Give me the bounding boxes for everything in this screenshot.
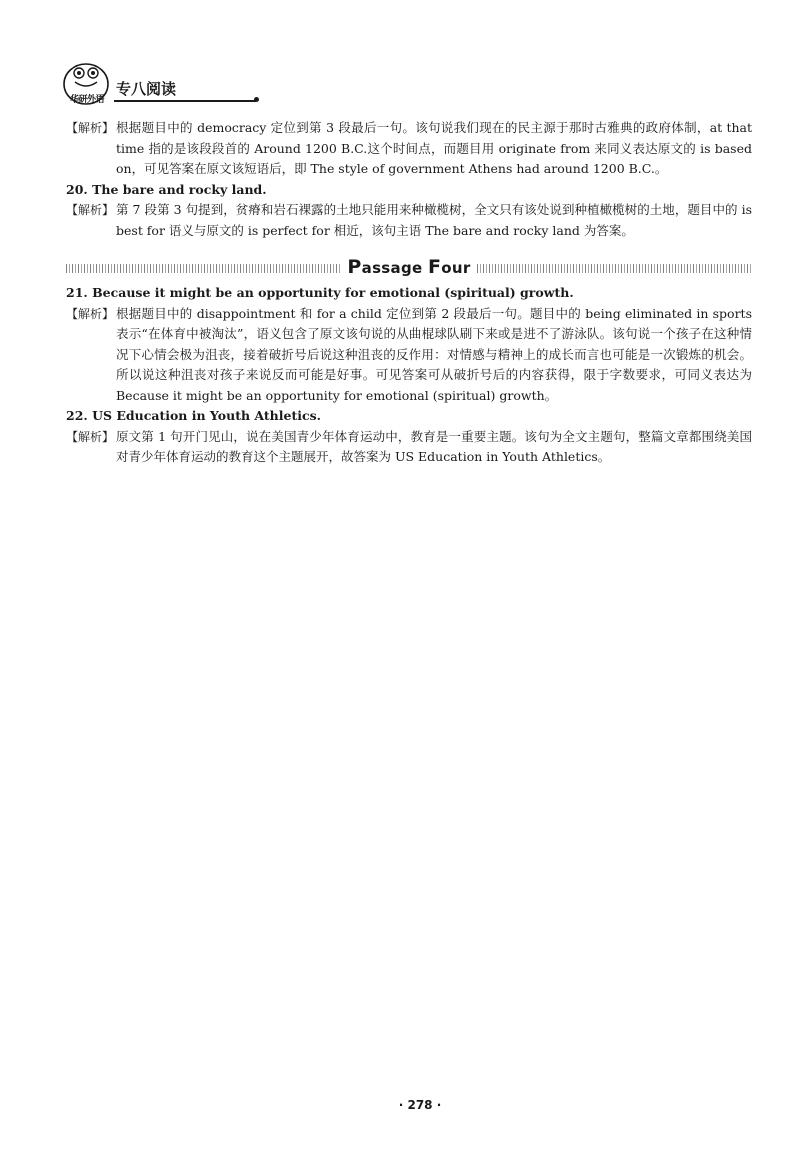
answer-22: 22. US Education in Youth Athletics. xyxy=(66,408,321,423)
analysis-22 xyxy=(66,427,752,468)
passage-banner xyxy=(66,255,752,281)
section-title: 专八阅读 xyxy=(116,80,177,98)
analysis-text: 原文第 1 句开门见山，说在美国青少年体育运动中，教育是一重要主题。该句为全文主题句，整篇文章都围绕美国对青少年体育运动的教育这个主题展开，故答案为 US Education in Youth Athletics。 xyxy=(116,428,752,464)
page-header xyxy=(62,62,202,106)
logo-text: 华研外语 xyxy=(70,95,105,105)
analysis-tag: 【解析】 xyxy=(66,429,115,444)
header-dot xyxy=(254,97,259,102)
answer-21: 21. Because it might be an opportunity for emotional (spiritual) growth. xyxy=(66,285,574,300)
analysis-20 xyxy=(66,200,752,241)
analysis-text: 根据题目中的 disappointment 和 for a child 定位到第 2 段最后一句。题目中的 being eliminated in sports 表示“在体育中被淘汰”，语义包含了原文该句说的从曲棍球队刷下来或是进不了游泳队。该句说一个孩子在这种情况下心情会极为沮丧，接着破折号后说这种沮丧的反作用：对情感与精神上的成长而言也可能是一次锻炼的机会。所以说这种沮丧对孩子来说反而可能是好事。可见答案可从破折号后的内容获得，限于字数要求，可同义表达为 Because it might be an opportunity for emotional (spiritual) growth。 xyxy=(116,305,752,403)
banner-stripe-right xyxy=(477,264,752,273)
banner-stripe-left xyxy=(66,264,341,273)
analysis-text: 根据题目中的 democracy 定位到第 3 段最后一句。该句说我们现在的民主源于那时古雅典的政府体制，at that time 指的是该段段首的 Around 1200 B.C.这个时间点，而题目用 originate from 来同义表达原文的 is based on，可见答案在原文该短语后，即 The style of government Athens had around 1200 B.C.。 xyxy=(116,120,752,176)
analysis-tag: 【解析】 xyxy=(66,121,115,135)
analysis-tag: 【解析】 xyxy=(66,203,115,217)
analysis-21 xyxy=(66,304,752,407)
answer-20: 20. The bare and rocky land. xyxy=(66,181,267,197)
publisher-logo xyxy=(62,62,110,106)
header-rule xyxy=(114,100,256,102)
content xyxy=(66,118,752,468)
page-number: · 278 · xyxy=(398,1098,442,1112)
analysis-text: 第 7 段第 3 句提到，贫瘠和岩石裸露的土地只能用来种橄榄树，全文只有该处说到种植橄榄树的土地，题目中的 is best for 语义与原文的 is perfect for 相近，该句主语 The bare and rocky land 为答案。 xyxy=(116,202,752,238)
passage-title: Passage Four xyxy=(347,256,471,279)
analysis-tag: 【解析】 xyxy=(66,306,115,321)
analysis-19 xyxy=(66,118,752,180)
